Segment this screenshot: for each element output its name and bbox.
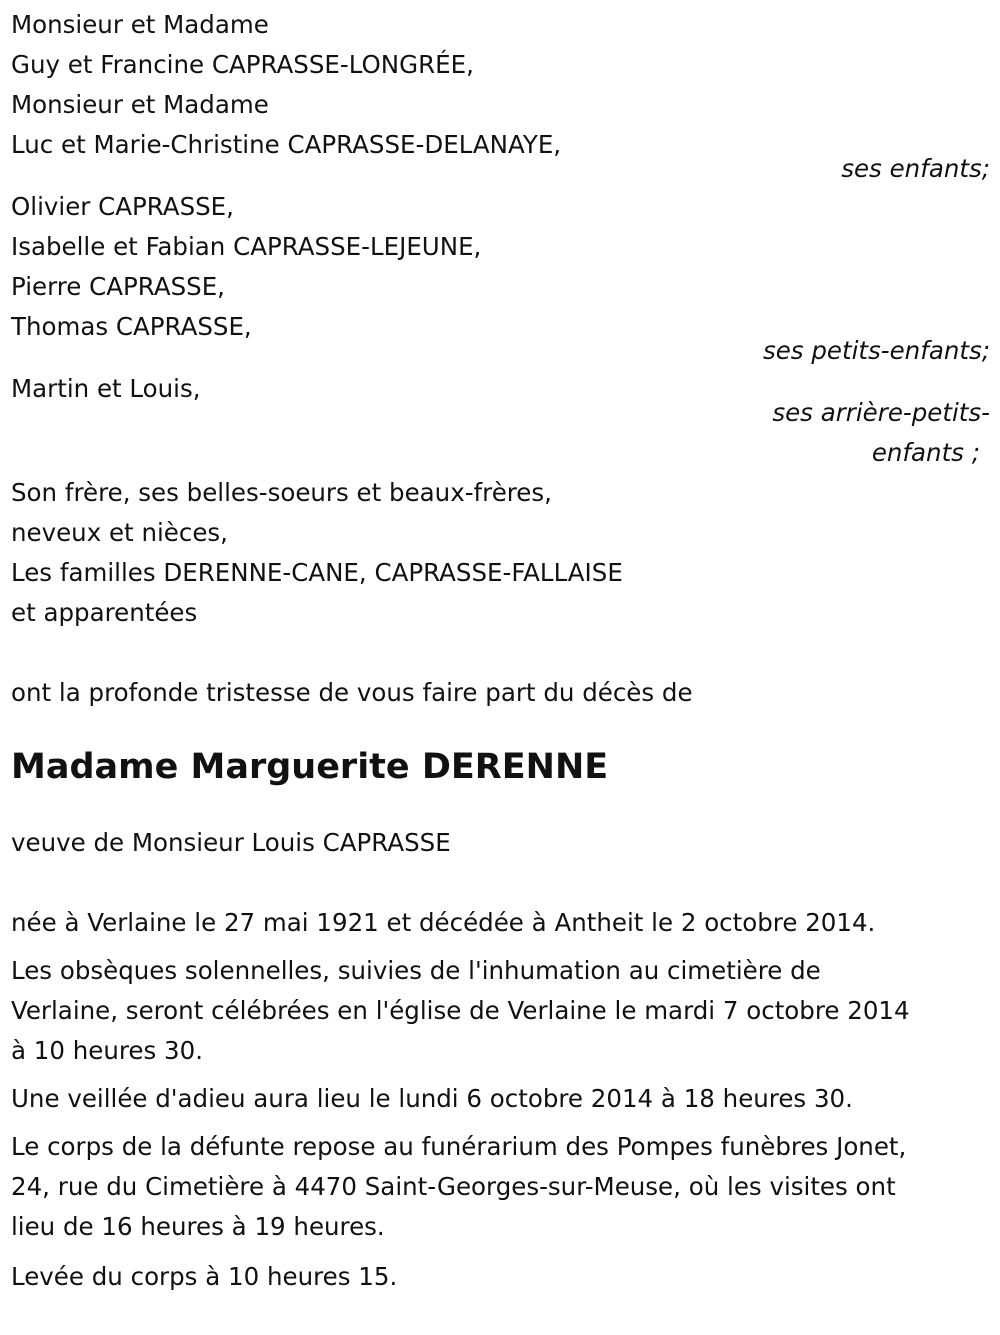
grandchildren-line: Olivier CAPRASSE, [11,192,234,221]
obituary-notice [11,5,992,1297]
funeral-line: Les obsèques solennelles, suivies de l'inhumation au cimetière de [11,956,821,985]
great-grandchildren-role-line2: enfants ; [871,438,980,467]
great-grandchildren-block [11,369,992,473]
great-grandchildren-role-line1: ses arrière-petits- [772,398,990,427]
grandchildren-line: Thomas CAPRASSE, [11,312,252,341]
birth-death: née à Verlaine le 27 mai 1921 et décédée à Antheit le 2 octobre 2014. [11,908,876,937]
body-rest-line: Le corps de la défunte repose au funérarium des Pompes funèbres Jonet, [11,1132,907,1161]
children-block [11,5,992,189]
funeral-line: à 10 heures 30. [11,1036,204,1065]
grandchildren-line: Pierre CAPRASSE, [11,272,225,301]
children-role: ses enfants; [841,154,990,183]
departure: Levée du corps à 10 heures 15. [11,1262,398,1291]
grandchildren-role: ses petits-enfants; [762,336,990,365]
funeral-line: Verlaine, seront célébrées en l'église de Verlaine le mardi 7 octobre 2014 [11,996,910,1025]
body-rest-paragraph [11,1127,992,1247]
grandchildren-block [11,187,992,371]
grandchildren-line: Isabelle et Fabian CAPRASSE-LEJEUNE, [11,232,482,261]
great-grandchildren-line: Martin et Louis, [11,374,201,403]
funeral-paragraph [11,951,992,1071]
children-line: Monsieur et Madame [11,10,269,39]
deceased-name: Madame Marguerite DERENNE [11,747,609,787]
children-line: Luc et Marie-Christine CAPRASSE-DELANAYE, [11,130,562,159]
family-line: neveux et nièces, [11,518,228,547]
family-line: Son frère, ses belles-soeurs et beaux-frères, [11,478,552,507]
vigil: Une veillée d'adieu aura lieu le lundi 6 octobre 2014 à 18 heures 30. [11,1084,853,1113]
children-line: Monsieur et Madame [11,90,269,119]
announcement: ont la profonde tristesse de vous faire part du décès de [11,678,693,707]
family-line: et apparentées [11,598,198,627]
body-rest-line: 24, rue du Cimetière à 4470 Saint-Georges-sur-Meuse, où les visites ont [11,1172,896,1201]
family-block [11,473,992,633]
family-line: Les familles DERENNE-CANE, CAPRASSE-FALLAISE [11,558,623,587]
widow-of: veuve de Monsieur Louis CAPRASSE [11,828,451,857]
children-line: Guy et Francine CAPRASSE-LONGRÉE, [11,50,474,79]
body-rest-line: lieu de 16 heures à 19 heures. [11,1212,385,1241]
